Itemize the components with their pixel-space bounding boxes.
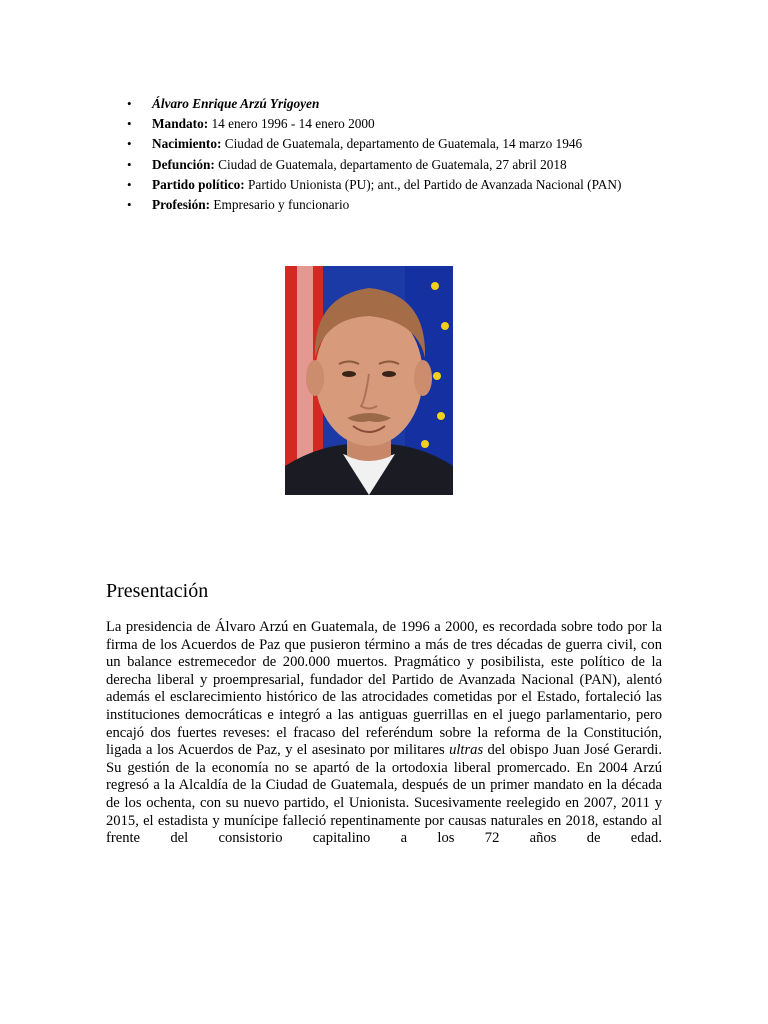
portrait-illustration [285,266,453,495]
bio-label: Nacimiento: [152,136,222,152]
eu-star [433,372,441,380]
bio-item-partido [0,175,768,195]
right-ear [414,360,432,396]
paragraph-text-continued: del obispo Juan José Gerardi. Su gestión de la economía no se apartó de la ortodoxia liberal promercado. En 2004 Arzú regresó a la Alcaldía de la Ciudad de Guatemala, después de un primer mandato en la década de los ochenta, con su nuevo partido, el Unionista. Sucesivamente reelegido en 2007, 2011 y 2015, el estadista y munícipe falleció repentinamente por causas naturales en 2018, estando al frente del consistorio capitalino a los 72 años de edad. [106,742,662,847]
bio-item-nacimiento [0,134,768,154]
right-eye [382,371,396,377]
left-eye [342,371,356,377]
bullet: • [127,176,132,192]
eu-star [437,412,445,420]
eu-star [421,440,429,448]
bullet: • [127,116,132,132]
bio-label: Profesión: [152,196,211,212]
bio-label: Partido político: [152,176,245,192]
bullet: • [127,96,132,111]
bio-item-name [0,94,768,114]
eu-star [441,322,449,330]
eu-star [431,282,439,290]
bio-label: Mandato: [152,116,209,132]
bio-item-mandato [0,114,768,134]
paragraph-italic: ultras [449,742,484,759]
bio-value: Partido Unionista (PU); ant., del Partido de Avanzada Nacional (PAN) [244,176,622,192]
bio-value: Empresario y funcionario [210,196,350,212]
bullet: • [127,156,132,172]
bio-value: 14 enero 1996 - 14 enero 2000 [208,116,375,132]
bullet: • [127,136,132,152]
bio-item-profesion [0,195,768,215]
bio-value: Ciudad de Guatemala, departamento de Guatemala, 27 abril 2018 [214,156,567,172]
left-ear [306,360,324,396]
bio-value: Ciudad de Guatemala, departamento de Guatemala, 14 marzo 1946 [221,136,583,152]
presentation-paragraph [106,619,662,848]
bio-list [0,94,768,215]
bio-label: Defunción: [152,156,215,172]
bullet: • [127,196,132,212]
paragraph-text: La presidencia de Álvaro Arzú en Guatemala, de 1996 a 2000, es recordada sobre todo por la firma de los Acuerdos de Paz que pusieron término a más de tres décadas de guerra civil, con un balance estremecedor de 200.000 muertos. Pragmático y posibilista, este político de la derecha liberal y proempresarial, fundador del Partido de Avanzada Nacional (PAN), alentó además el esclarecimiento histórico de las atrocidades cometidas por el Estado, fortaleció las instituciones democráticas e integró a las antiguas guerrillas en el juego parlamentario, pero encajó dos fuertes reveses: el fracaso del referéndum sobre la reforma de la Constitución, ligada a los Acuerdos de Paz, y el asesinato por militares [106,619,662,759]
person-name: Álvaro Enrique Arzú Yrigoyen [152,96,320,111]
section-heading: Presentación [106,580,209,602]
bio-item-defuncion [0,155,768,175]
portrait-photo [285,266,453,495]
